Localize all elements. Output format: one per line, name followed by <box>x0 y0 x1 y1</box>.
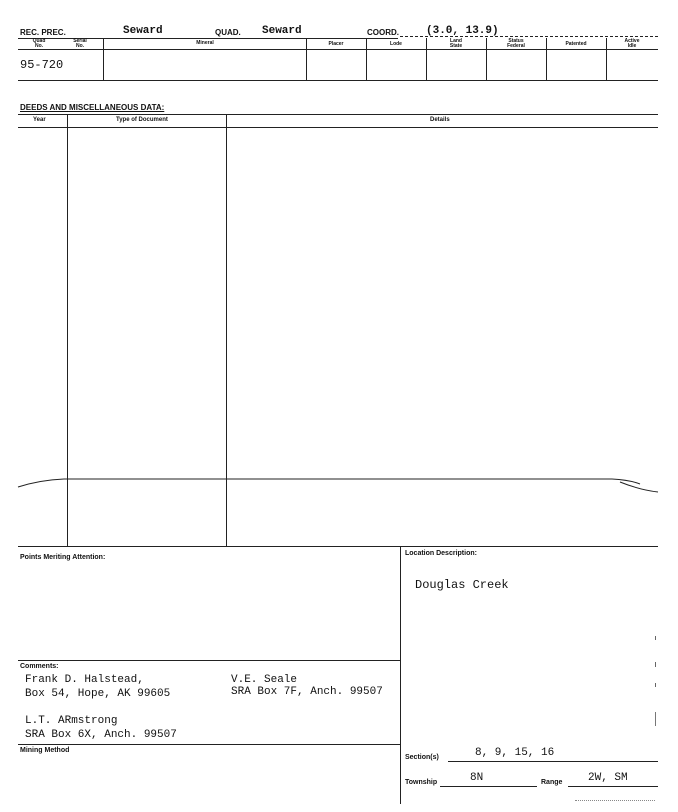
comment-name: V.E. Seale <box>231 674 298 686</box>
coord-value: (3.0, 13.9) <box>426 25 499 37</box>
top-table-bottom-rule <box>18 80 658 81</box>
comment-address: SRA Box 6X, Anch. 99507 <box>25 729 177 741</box>
top-table-col-divider <box>546 38 547 80</box>
rec-prec-label: REC. PREC. <box>20 28 66 37</box>
quad-value: Seward <box>262 25 302 37</box>
deeds-top-rule <box>18 114 658 115</box>
deeds-header-rule <box>18 127 658 128</box>
col-header-lode: Lode <box>390 41 402 47</box>
rec-prec-value: Seward <box>123 25 163 37</box>
top-table-col-divider <box>103 38 104 80</box>
quad-no-value: 95-720 <box>20 58 64 72</box>
location-value: Douglas Creek <box>415 578 509 592</box>
township-value: 8N <box>470 772 484 784</box>
township-underline <box>440 786 537 787</box>
coord-label: COORD. <box>367 28 399 37</box>
scan-speck <box>655 662 656 667</box>
township-label: Township <box>405 779 438 786</box>
comment-address: Box 54, Hope, AK 99605 <box>25 688 171 700</box>
scan-speck <box>655 683 656 687</box>
col-header-active-idle: Active Idle <box>624 38 640 49</box>
deeds-bottom-rule <box>18 546 658 547</box>
range-label: Range <box>541 779 563 786</box>
comments-top-rule <box>18 660 400 661</box>
points-label: Points Meriting Attention: <box>20 554 106 561</box>
mining-method-label: Mining Method <box>20 747 70 754</box>
comment-address: SRA Box 7F, Anch. 99507 <box>231 686 383 698</box>
col-header-patented: Patented <box>565 41 587 47</box>
top-table-col-divider <box>426 38 427 80</box>
top-table-col-divider <box>486 38 487 80</box>
sections-underline <box>448 761 658 762</box>
sections-value: 8, 9, 15, 16 <box>475 747 555 759</box>
col-header-placer: Placer <box>328 41 344 47</box>
range-underline <box>568 786 658 787</box>
top-table-col-divider <box>366 38 367 80</box>
top-table-col-divider <box>606 38 607 80</box>
deeds-col-type: Type of Document <box>116 117 168 123</box>
comment-name: Frank D. Halstead, <box>25 674 144 686</box>
col-header-quad-no: Quad No. <box>32 38 46 49</box>
location-label: Location Description: <box>405 550 477 557</box>
mining-top-rule <box>18 744 400 745</box>
scan-speck <box>575 800 655 801</box>
deeds-col-details: Details <box>430 117 450 123</box>
header-underline-right <box>400 36 658 37</box>
comments-label: Comments: <box>20 663 59 670</box>
sections-label: Section(s) <box>405 754 439 761</box>
col-header-land-state: Land State <box>449 38 463 49</box>
fold-line <box>0 470 678 500</box>
range-value: 2W, SM <box>588 772 628 784</box>
deeds-col-year: Year <box>33 117 46 123</box>
scan-speck <box>655 712 656 726</box>
col-header-status-federal: Status Federal <box>507 38 525 49</box>
deeds-title: DEEDS AND MISCELLANEOUS DATA: <box>20 103 165 112</box>
location-col-divider <box>400 546 401 804</box>
top-table-col-divider <box>306 38 307 80</box>
scan-speck <box>655 636 656 640</box>
comment-name: L.T. ARmstrong <box>25 715 118 727</box>
top-table-header-rule <box>18 49 658 50</box>
col-header-serial-no: Serial No. <box>73 38 87 49</box>
quad-label: QUAD. <box>215 28 241 37</box>
col-header-mineral: Mineral <box>196 40 214 46</box>
